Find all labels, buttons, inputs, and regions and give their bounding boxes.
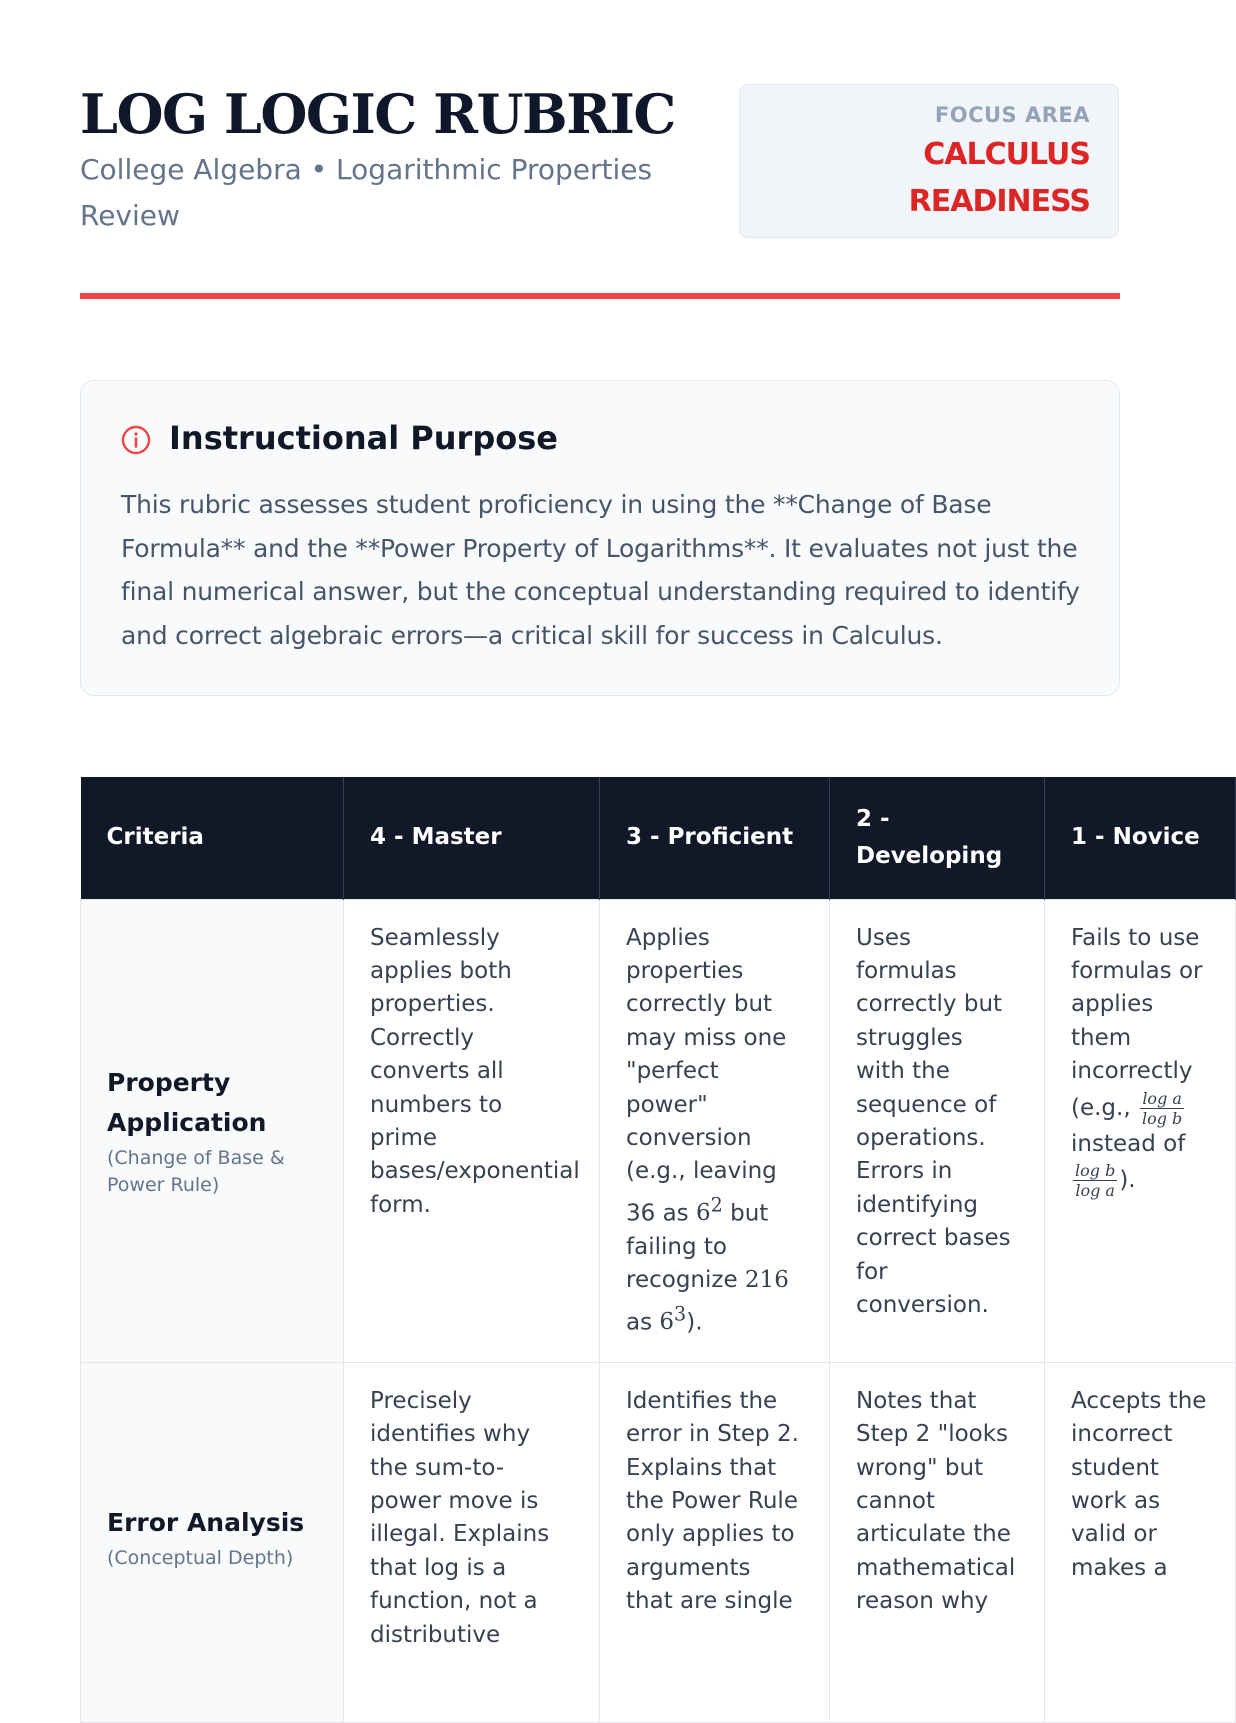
purpose-text: This rubric assesses student proficiency in using the **Change of Base Formula** and the **Power Property of Logarithms**. It evaluates not just the final numerical answer, but the conceptual understanding required to identify and correct algebraic errors—a critical skill for success in Calculus. <box>121 490 1080 650</box>
power-36: $6^2$ <box>695 1193 723 1227</box>
master-cell: Seamlessly applies both properties. Correctly converts all numbers to prime bases/exponential form. <box>344 899 600 1362</box>
header-proficient: 3 - Proficient <box>600 777 830 899</box>
proficient-text-d: ). <box>686 1309 703 1336</box>
table-row <box>81 1362 1236 1722</box>
header-novice: 1 - Novice <box>1045 777 1236 899</box>
header-divider <box>80 293 1120 299</box>
proficient-text-c: as <box>626 1309 660 1336</box>
novice-cell: Accepts the incorrect student work as valid or makes a <box>1045 1362 1236 1722</box>
criterion-name: Property Application <box>107 1067 267 1137</box>
focus-area-card <box>739 84 1119 238</box>
novice-text-c: ). <box>1119 1166 1136 1193</box>
header-criteria: Criteria <box>81 777 344 899</box>
rubric-table <box>80 777 1236 1723</box>
purpose-heading: Instructional Purpose <box>169 419 558 457</box>
focus-area-value-line2: READINESS <box>908 184 1090 219</box>
novice-text-b: instead of <box>1071 1130 1186 1157</box>
fraction-log-a-over-log-b: $\frac{\text{log a}}{\text{log b}}$ <box>1141 1088 1183 1128</box>
developing-cell: Notes that Step 2 "looks wrong" but cannot articulate the mathematical reason why <box>830 1362 1045 1722</box>
proficient-text-b: but failing to recognize <box>626 1200 769 1294</box>
criterion-cell <box>81 899 344 1362</box>
header-master: 4 - Master <box>344 777 600 899</box>
page-subtitle: College Algebra • Logarithmic Properties Review <box>80 153 653 232</box>
developing-cell: Uses formulas correctly but struggles with the sequence of operations. Errors in identifying correct bases for conversion. <box>830 899 1045 1362</box>
criterion-subtitle: (Conceptual Depth) <box>107 1546 294 1569</box>
fraction-log-b-over-log-a: $\frac{\text{log b}}{\text{log a}}$ <box>1075 1160 1116 1200</box>
info-circle-icon <box>121 425 151 455</box>
power-216: $6^3$ <box>659 1302 687 1336</box>
criterion-cell <box>81 1362 344 1722</box>
table-row <box>81 899 1236 1362</box>
page-title: LOG LOGIC RUBRIC <box>80 82 675 146</box>
header-developing: 2 - Developing <box>830 777 1045 899</box>
criterion-name: Error Analysis <box>107 1507 305 1537</box>
master-cell: Precisely identifies why the sum-to-power move is illegal. Explains that log is a function, not a distributive <box>344 1362 600 1722</box>
table-header-row <box>81 777 1236 899</box>
focus-area-value-line1: CALCULUS <box>923 137 1090 172</box>
novice-text-a: Fails to use formulas or applies them incorrectly (e.g., <box>1071 924 1203 1121</box>
instructional-purpose-card <box>80 380 1120 696</box>
criterion-subtitle: (Change of Base & Power Rule) <box>107 1146 285 1196</box>
focus-area-label: FOCUS AREA <box>934 103 1090 127</box>
proficient-cell: Identifies the error in Step 2. Explains that the Power Rule only applies to arguments that are single <box>600 1362 830 1722</box>
proficient-text-a: Applies properties correctly but may miss one "perfect power" conversion (e.g., leaving 36 as <box>626 924 787 1227</box>
number-216: 216 <box>744 1267 789 1294</box>
novice-cell <box>1045 899 1236 1362</box>
proficient-cell <box>600 899 830 1362</box>
